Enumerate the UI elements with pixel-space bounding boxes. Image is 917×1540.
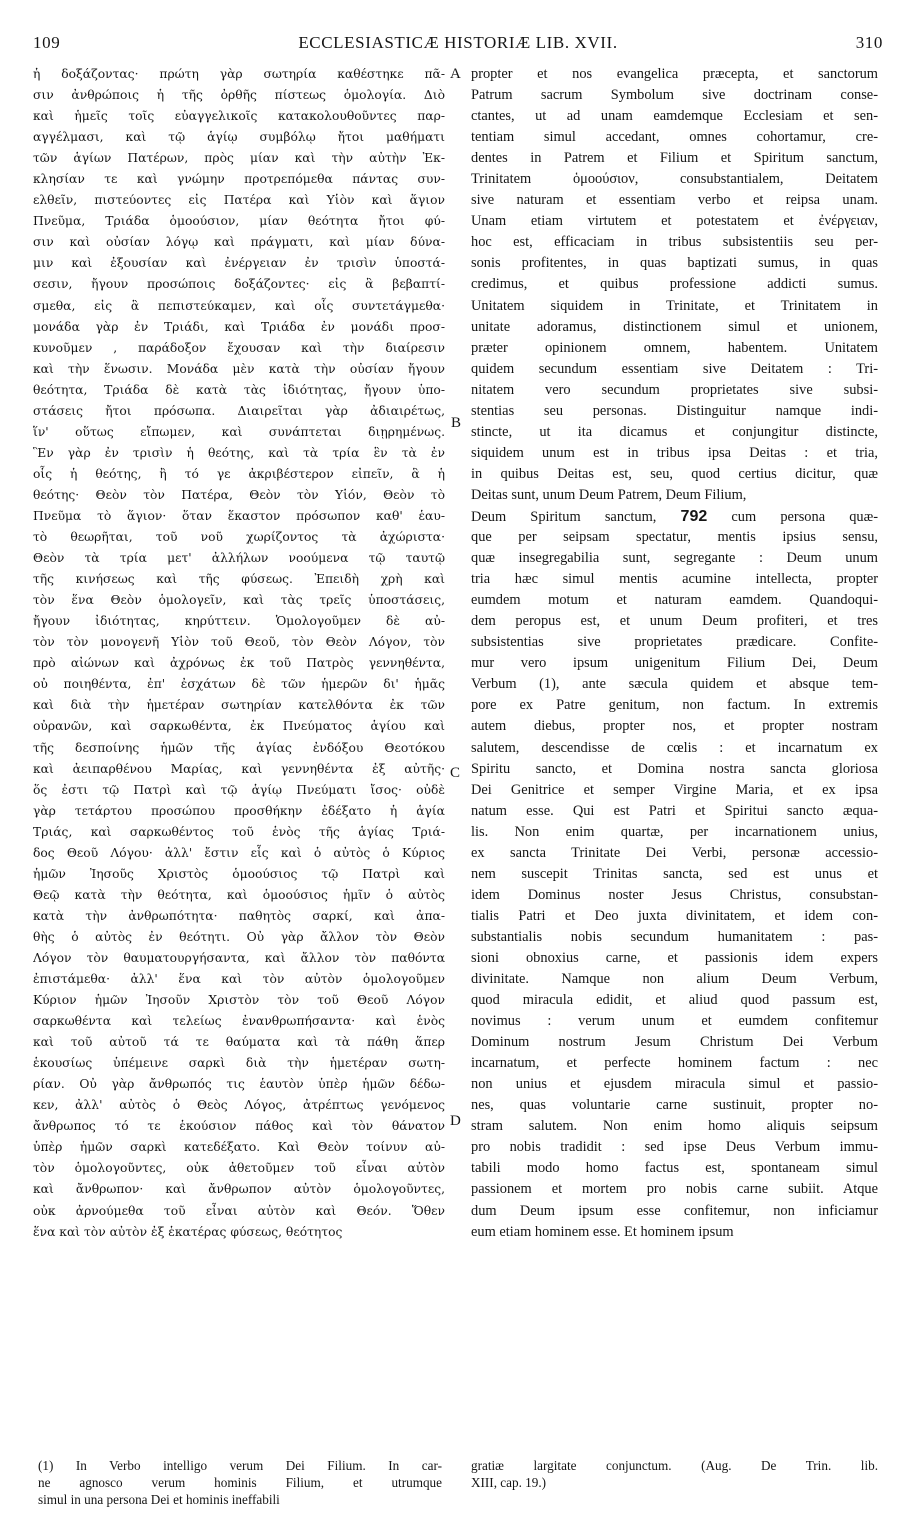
latin-text-line: Verbum (1), ante sæcula quidem et absque tem- <box>471 676 878 693</box>
greek-text-line: Πνεῦμα τὸ ἅγιον· ὅταν ἕκαστον πρόσωπον καθ' ἑαυ- <box>33 508 445 523</box>
latin-text-line: stincte, ut ita dicamus et conjungitur distincte, <box>471 423 878 440</box>
latin-text-line: incarnatum, et perfecte hominem factum : nec <box>471 1055 878 1072</box>
latin-text-line: pore ex Patre genitum, non factum. In extremis <box>471 697 878 714</box>
running-title: ECCLESIASTICÆ HISTORIÆ LIB. XVII. <box>298 33 618 52</box>
latin-text-line: dem peropus est, et unum Deum profiteri, et tres <box>471 613 878 630</box>
greek-text-line: καὶ τοῦ αὐτοῦ τά τε θαύματα καὶ τὰ πάθη ἅπερ <box>33 1035 445 1050</box>
greek-text-line: τῆς δεσποίνης ἡμῶν τῆς ἁγίας ἐνδόξου Θεοτόκου <box>33 740 445 755</box>
greek-text-line: Κύριον ἡμῶν Ἰησοῦν Χριστὸν τὸν τοῦ Θεοῦ Λόγον <box>33 993 445 1008</box>
footnote-line: ne agnosco verum hominis Filium, et utrumque <box>38 1475 442 1490</box>
greek-text-line: τὸν ἕνα Θεὸν ὁμολογεῖν, καὶ τὰς τρεῖς ὑποστάσεις, <box>33 593 445 608</box>
latin-text-line: mur vero ipsum unigenitum Filium Dei, Deum <box>471 655 878 672</box>
latin-text-line: salutem, descendisse de cœlis : et incarnatum ex <box>471 739 878 756</box>
greek-text-line: πρὸ αἰώνων καὶ ἀχρόνως ἐκ τοῦ Πατρὸς γεννηθέντα, <box>33 656 445 671</box>
greek-text-line: σεσιν, ἤγουν προσώποις δοξάζοντες· εἰς ἃ βεβαπτί- <box>33 277 445 292</box>
footnote-line: XIII, cap. 19.) <box>471 1475 547 1490</box>
greek-text-line: θὴς ὁ αὐτὸς ἐν θεότητι. Οὐ γὰρ ἄλλον τὸν Θεὸν <box>33 929 445 944</box>
latin-text-line: ex sancta Trinitate Dei Verbi, personæ accessio- <box>471 844 878 861</box>
greek-text-line: θεότης· Θεὸν τὸν Πατέρα, Θεὸν τὸν Υἱόν, Θεὸν τὸ <box>33 487 445 502</box>
footnote-left <box>38 1457 442 1508</box>
greek-text-line: στάσεις ἤτοι πρόσωπα. Διαιρεῖται γὰρ ἀδιαιρέτως, <box>33 403 445 418</box>
latin-text-line: unitate adoramus, distinctionem simul et unionem, <box>471 318 878 335</box>
latin-text-line: dum Deum ipsum esse confitemur, non inficiamur <box>471 1202 878 1219</box>
greek-text-line: γὰρ τετάρτου προσώπου προσθήκην ἐδέξατο ἡ ἁγία <box>33 803 445 818</box>
greek-text-line: οὐκ ἀρνούμεθα τοῦ εἶναι αὐτὸν καὶ Θεόν. Ὅθεν <box>33 1203 445 1218</box>
greek-text-line: οἷς ἡ θεότης, ἢ τό γε ἀκριβέστερον εἰπεῖν, ἃ ἡ <box>33 466 445 481</box>
greek-text-line: θεότητα, Τριάδα δὲ κατὰ τὰς ἰδιότητας, ἤγουν ὑπο- <box>33 382 445 397</box>
greek-text-line: σμεθα, εἰς ἃ πεπιστεύκαμεν, καὶ οἷς συντετάγμεθα· <box>33 298 445 313</box>
greek-text-line: καὶ ἡμεῖς τοῖς εὐαγγελικοῖς κατακολουθοῦντες παρ- <box>33 109 445 124</box>
latin-text-line: lis. Non enim quartæ, per incarnationem unius, <box>471 823 878 840</box>
latin-text-line: Spiritu sancto, et Domina nostra sancta gloriosa <box>471 760 878 777</box>
margin-letter-d: D <box>450 1113 461 1129</box>
greek-text-line: οὐρανῶν, καὶ σαρκωθέντα, ἐκ Πνεύματος ἁγίου καὶ <box>33 719 445 734</box>
greek-text-line: ἡ δοξάζοντας· πρώτη γὰρ σωτηρία καθέστηκε πᾶ- <box>33 67 445 81</box>
greek-text-line: Τριάς, καὶ σαρκωθέντος τοῦ ἑνὸς τῆς ἁγίας Τριά- <box>33 824 445 839</box>
latin-text-line: quod miracula edidit, et aliud quod passum est, <box>471 992 878 1009</box>
greek-text-line: δος Θεοῦ Λόγου· ἀλλ' ἔστιν εἷς καὶ ὁ αὐτὸς ὁ Κύριος <box>33 845 445 860</box>
latin-text-line: quidem secundum essentiam sive Deitatem : Tri- <box>471 360 878 377</box>
greek-text-line: σαρκωθέντα καὶ τελείως ἐνανθρωπήσαντα· καὶ ἑνὸς <box>33 1014 445 1029</box>
greek-text-line: καὶ τὴν ἕνωσιν. Μονάδα μὲν κατὰ τὴν οὐσίαν ἤγουν <box>33 361 445 376</box>
greek-text-line: καὶ ἄνθρωπον· καὶ ἄνθρωπον αὐτὸν ὁμολογοῦντες, <box>33 1182 445 1197</box>
latin-text-line: Deitas sunt, unum Deum Patrem, Deum Filium, <box>471 486 747 503</box>
greek-text-line: Λόγον τὸν θαυματουργήσαντα, καὶ ἄλλον τὸν παθόντα <box>33 950 445 965</box>
latin-text-line: novimus : verum unum et eumdem confitemur <box>471 1013 878 1030</box>
page-number-left: 109 <box>33 33 61 52</box>
greek-text-line: μιν καὶ ἐξουσίαν καὶ ἐνέργειαν ἐν τρισὶν ὑποστά- <box>33 256 445 271</box>
greek-text-line: αγγέλμασι, καὶ τῷ ἁγίῳ συμβόλῳ ἤτοι μαθήματι <box>33 130 445 145</box>
latin-text-line: Trinitatem ὁμοούσιον, consubstantialem, Deitatem <box>471 171 878 188</box>
footnote-line: simul in una persona Dei et hominis ineffabili <box>38 1492 280 1507</box>
greek-text-line: ρίαν. Οὐ γὰρ ἄνθρωπός τις ἑαυτὸν ὑπὲρ ἡμῶν δέδω- <box>33 1077 445 1092</box>
greek-text-line: οὐ ποιηθέντα, ἐπ' ἐσχάτων δὲ τῶν ἡμερῶν δι' ἡμᾶς <box>33 677 445 692</box>
greek-text-line: Θεῷ κατὰ τὴν θεότητα, καὶ ὁμοούσιος ἡμῖν ὁ αὐτὸς <box>33 887 445 902</box>
latin-text-line: idem Dominus noster Jesus Christus, consubstan- <box>471 886 878 903</box>
greek-text-line: κατὰ τὴν ἀνθρωπότητα· παθητὸς σαρκί, καὶ ἀπα- <box>33 908 445 923</box>
latin-text-line: hoc est, efficaciam in tribus subsistentiis seu per- <box>471 234 878 251</box>
latin-text-line: nes, quas voluntarie carne sustinuit, propter no- <box>471 1097 878 1114</box>
latin-text-line: divinitate. Namque non alium Deum Verbum, <box>471 971 878 988</box>
latin-line-text: Deum Spiritum sanctum, <box>471 508 657 525</box>
latin-text-line: sioni obnoxius carne, et passionis idem expers <box>471 949 878 966</box>
latin-text-line: tabili modo homo factus est, spontaneam simul <box>471 1160 878 1177</box>
latin-text-line: credimus, et quibus professione addicti sumus. <box>471 276 878 293</box>
margin-letter-a: A <box>450 66 461 82</box>
latin-text-line: tentiam simul accedant, omnes cohortamur, cre- <box>471 129 878 146</box>
latin-text-line: sive naturam et essentiam verbo et reipsa unam. <box>471 192 878 209</box>
latin-text-line: stentias seu personas. Distinguitur namque indi- <box>471 402 878 419</box>
latin-text-line: nem suscepit Trinitas sancta, sed est unus et <box>471 865 878 882</box>
greek-text-line: ἤγουν ἰδιότητας, κηρύττειν. Ὁμολογοῦμεν δὲ αὐ- <box>33 614 445 629</box>
latin-text-line: Unam etiam virtutem et potestatem et ἐνέργειαν, <box>471 213 878 230</box>
greek-text-column <box>33 64 445 1243</box>
greek-text-line: ἵν' οὕτως εἴπωμεν, καὶ συνάπτεται διῃρημένως. <box>33 424 445 439</box>
greek-text-line: ἡμῶν Ἰησοῦς Χριστὸς ὁμοούσιος τῷ Πατρὶ καὶ <box>33 866 445 881</box>
latin-text-line: autem diebus, propter nos, et propter nostram <box>471 718 878 735</box>
greek-text-line: Θεὸν τὰ τρία μετ' ἀλλήλων νοούμενα τῷ ταυτῷ <box>33 551 445 566</box>
greek-text-line: κλησίαν τε καὶ γνώμην προτρεπόμεθα πάντας συν- <box>33 172 445 187</box>
greek-text-line: ἐπιστάμεθα· ἀλλ' ἕνα καὶ τὸν αὐτὸν ὁμολογοῦμεν <box>33 972 445 987</box>
latin-text-column <box>471 64 878 1243</box>
footnote-line: (1) In Verbo intelligo verum Dei Filium. In car- <box>38 1458 442 1473</box>
latin-text-line: tialis Patri et Deo juxta divinitatem, et idem con- <box>471 907 878 924</box>
latin-text-line: propter et nos evangelica præcepta, et sanctorum <box>471 66 878 82</box>
greek-text-line: σιν καὶ οὐσίαν λόγῳ καὶ πράγματι, καὶ μίαν δύνα- <box>33 235 445 250</box>
latin-text-line: Patrum sacrum Symbolum sive doctrinam conse- <box>471 87 878 104</box>
greek-text-line: σιν ἀνθρώποις ἡ τῆς ὀρθῆς πίστεως ὁμολογία. Διὸ <box>33 88 445 103</box>
greek-text-line: ἕνα καὶ τὸν αὐτὸν ἐξ ἑκατέρας φύσεως, θεότητος <box>33 1224 343 1239</box>
greek-text-line: μονάδα γὰρ ἐν Τριάδι, καὶ Τριάδα ἐν μονάδι προσ- <box>33 319 445 334</box>
latin-text-line: natum esse. Qui est Patri et Spiritui sancto æqua- <box>471 802 878 819</box>
latin-text-line: Unitatem siquidem in Trinitate, et Trinitatem in <box>471 297 878 314</box>
greek-text-line: τὸν ὁμολογοῦντες, οὐκ ἀθετοῦμεν τοῦ εἶναι αὐτὸν <box>33 1161 445 1176</box>
latin-text-line: ctantes, ut ad unam eamdemque Ecclesiam et sen- <box>471 108 878 125</box>
latin-text-line: subsistentias sive proprietates prædicare. Confite- <box>471 634 878 651</box>
latin-text-line: sonis profitentes, in quas baptizati sumus, in quas <box>471 255 878 272</box>
greek-text-line: τῆς κινήσεως καὶ τῆς φύσεως. Ἐπειδὴ χρὴ καὶ <box>33 572 445 587</box>
footnote-right <box>471 1457 878 1491</box>
greek-text-line: ἄνθρωπος τό τε ἑκούσιον πάθος καὶ τὸν θάνατον <box>33 1119 445 1134</box>
latin-text-line: quæ insegregabilia sunt, segregante : Deum unum <box>471 550 878 567</box>
latin-text-line: passionem et mortem pro nobis carne subiit. Atque <box>471 1181 878 1198</box>
latin-text-line: in quibus Deitas est, seu, quod certius dicitur, quæ <box>471 465 878 482</box>
greek-text-line: Πνεῦμα, Τριάδα ὁμοούσιον, μίαν θεότητα ἤτοι φύ- <box>33 214 445 229</box>
margin-letter-b: B <box>451 415 462 431</box>
latin-text-line: non unius et ejusdem miracula simul et passio- <box>471 1076 878 1093</box>
latin-line-text: cum persona quæ- <box>731 508 878 525</box>
greek-text-line: τὸ θεωρῆται, τοῦ νοῦ χωρίζοντος τὰ ἀχώριστα· <box>33 530 445 545</box>
greek-text-line: καὶ ἀειπαρθένου Μαρίας, καὶ γεννηθέντα ἐξ αὐτῆς· <box>33 761 445 776</box>
greek-text-line: ὅς ἐστι τῷ Πατρὶ καὶ τῷ ἁγίῳ Πνεύματι ἴσος· οὐδὲ <box>33 782 445 797</box>
latin-text-line: pro nobis tradidit : sed ipse Deus Verbum immu- <box>471 1139 878 1156</box>
latin-text-line: Dei Genitrice et semper Virgine Maria, et ex ipsa <box>471 781 878 798</box>
column-number-marker: 792 <box>680 507 708 525</box>
running-header <box>33 33 883 59</box>
greek-text-line: τῶν ἁγίων Πατέρων, πρὸς μίαν καὶ τὴν αὐτὴν Ἐκ- <box>33 151 445 166</box>
latin-text-line: Dominum nostrum Jesum Christum Dei Verbum <box>471 1034 878 1051</box>
latin-text-line: que per seipsam spectatur, mentis ipsius sensu, <box>471 529 878 546</box>
greek-text-line: κυνοῦμεν , παράδοξον ἔχουσαν καὶ τὴν διαίρεσιν <box>33 340 445 355</box>
greek-text-line: ελθεῖν, πιστεύοντες εἰς Πατέρα καὶ Υἱὸν καὶ ἅγιον <box>33 193 445 208</box>
margin-letter-c: C <box>450 765 461 781</box>
greek-text-line: τὸν τὸν μονογενῆ Υἱὸν τοῦ Θεοῦ, τὸν Θεὸν Λόγον, τὸν <box>33 635 445 650</box>
footnote-line: gratiæ largitate conjunctum. (Aug. De Trin. lib. <box>471 1458 878 1473</box>
latin-text-line <box>471 506 878 527</box>
page-number-right: 310 <box>855 33 883 52</box>
latin-text-line: stram salutem. Non enim homo aliquis seipsum <box>471 1118 878 1135</box>
latin-text-line: eum etiam hominem esse. Et hominem ipsum <box>471 1223 734 1240</box>
greek-text-line: ὑπὲρ ἡμῶν σαρκὶ κατεδέξατο. Καὶ Θεὸν τοίνυν αὐ- <box>33 1140 445 1155</box>
latin-text-line: tria hæc simul mentis acumine intellecta, propter <box>471 571 878 588</box>
greek-text-line: Ἓν γὰρ ἐν τρισὶν ἡ θεότης, καὶ τὰ τρία ἓν τὰ ἐν <box>33 445 445 460</box>
greek-text-line: καὶ διὰ τὴν ἡμετέραν σωτηρίαν κατελθόντα ἐκ τῶν <box>33 698 445 713</box>
latin-text-line: præter opinionem omnem, habentem. Unitatem <box>471 339 878 356</box>
greek-text-line: κεν, ἀλλ' αὐτὸς ὁ Θεὸς Λόγος, ἀτρέπτως γενόμενος <box>33 1098 445 1113</box>
latin-text-line: nitatem vero secundum proprietates sive subsi- <box>471 381 878 398</box>
latin-text-line: siquidem unum est in tribus ipsa Deitas : et tria, <box>471 444 878 461</box>
latin-text-line: substantialis nobis secundum humanitatem : pas- <box>471 928 878 945</box>
latin-text-line: eumdem motum et naturam eamdem. Quandoqui- <box>471 592 878 609</box>
latin-text-line: dentes in Patrem et Filium et Spiritum sanctum, <box>471 150 878 167</box>
greek-text-line: ἑκουσίως ὑπέμεινε σαρκὶ διὰ τὴν ἡμετέραν σωτη- <box>33 1056 445 1071</box>
